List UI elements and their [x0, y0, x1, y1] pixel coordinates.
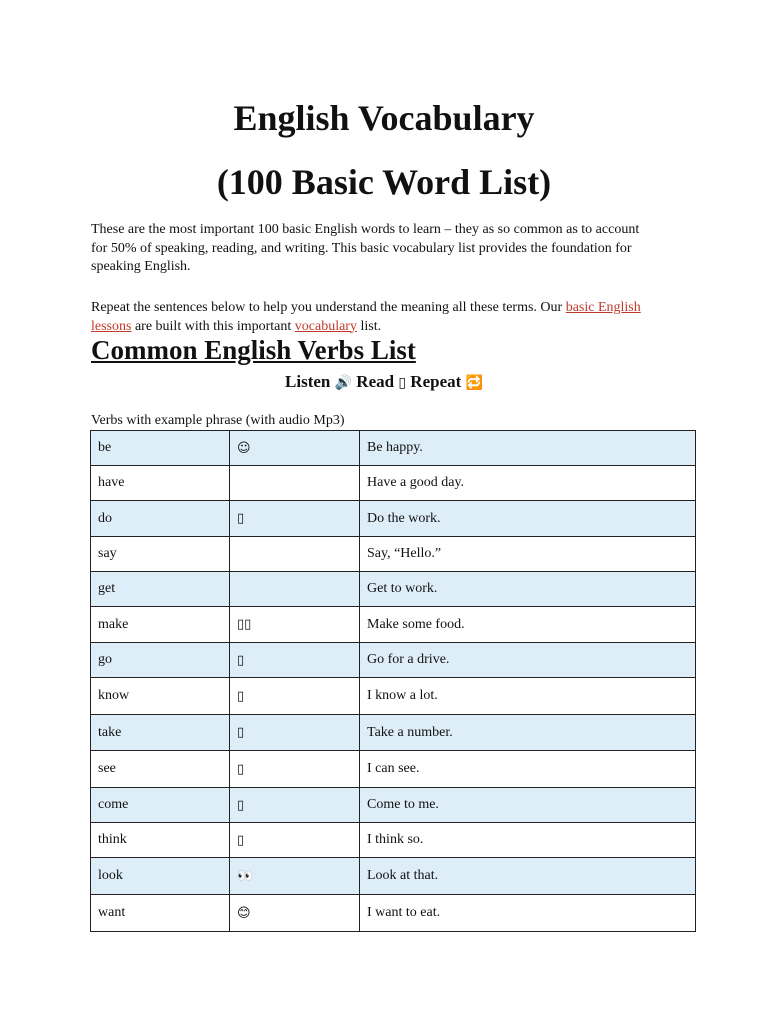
verb-emoji-icon: ▯ — [230, 788, 360, 823]
verb-word: get — [91, 572, 230, 607]
verb-example-phrase[interactable]: I think so. — [360, 823, 696, 858]
table-row — [91, 678, 696, 715]
verb-word: do — [91, 501, 230, 537]
repeat-text-middle: are built with this important — [131, 318, 295, 334]
table-row — [91, 823, 696, 858]
verb-emoji-icon — [230, 537, 360, 572]
verb-emoji-icon: ▯ — [230, 643, 360, 678]
table-row — [91, 895, 696, 932]
verb-example-phrase[interactable]: Take a number. — [360, 715, 696, 751]
verb-word: say — [91, 537, 230, 572]
verb-emoji-icon: 😊 — [230, 895, 360, 932]
verb-word: want — [91, 895, 230, 932]
table-row — [91, 715, 696, 751]
verb-emoji-icon: 👀 — [230, 858, 360, 895]
verbs-table — [90, 430, 696, 932]
verb-emoji-icon: ▯ — [230, 751, 360, 788]
verb-emoji-icon: ▯ — [230, 501, 360, 537]
table-row — [91, 751, 696, 788]
table-row — [91, 607, 696, 643]
verb-example-phrase[interactable]: Do the work. — [360, 501, 696, 537]
table-row — [91, 466, 696, 501]
verb-example-phrase[interactable]: Come to me. — [360, 788, 696, 823]
verb-emoji-icon: ▯▯ — [230, 607, 360, 643]
table-caption: Verbs with example phrase (with audio Mp3) — [91, 413, 345, 428]
verb-word: know — [91, 678, 230, 715]
verb-example-phrase[interactable]: Get to work. — [360, 572, 696, 607]
verb-word: come — [91, 788, 230, 823]
repeat-paragraph — [91, 299, 651, 336]
verb-emoji-icon: ☺ — [230, 431, 360, 466]
read-label: Read — [356, 372, 395, 391]
intro-paragraph: These are the most important 100 basic English words to learn – they as so common as to account for 50% of speaking, reading, and writing. This basic vocabulary list provides the foundation for speaking English. — [91, 222, 640, 274]
vocabulary-link[interactable]: vocabulary — [294, 318, 357, 334]
verb-example-phrase[interactable]: Have a good day. — [360, 466, 696, 501]
table-row — [91, 643, 696, 678]
speaker-icon[interactable]: 🔊 — [334, 375, 353, 391]
title-line-1: English Vocabulary — [233, 98, 535, 138]
table-row — [91, 537, 696, 572]
title-line-2: (100 Basic Word List) — [216, 162, 552, 202]
verb-emoji-icon: ▯ — [230, 715, 360, 751]
repeat-text-before: Repeat the sentences below to help you understand the meaning all these terms. Our — [91, 300, 566, 315]
verb-example-phrase[interactable]: I know a lot. — [360, 678, 696, 715]
table-row — [91, 788, 696, 823]
verb-word: take — [91, 715, 230, 751]
verb-emoji-icon — [230, 572, 360, 607]
verb-word: go — [91, 643, 230, 678]
verb-word: have — [91, 466, 230, 501]
verb-word: be — [91, 431, 230, 466]
listen-read-repeat — [0, 371, 768, 394]
repeat-text-after: list. — [356, 318, 382, 334]
verb-example-phrase[interactable]: I can see. — [360, 751, 696, 788]
verb-emoji-icon — [230, 466, 360, 501]
book-icon: ▯ — [398, 375, 407, 391]
verb-example-phrase[interactable]: I want to eat. — [360, 895, 696, 932]
basic-english-lessons-link[interactable]: basic English lessons — [91, 300, 641, 334]
verb-word: look — [91, 858, 230, 895]
repeat-label: Repeat — [410, 372, 462, 391]
verb-example-phrase[interactable]: Be happy. — [360, 431, 696, 466]
section-heading: Common English Verbs List — [91, 335, 416, 365]
table-row — [91, 858, 696, 895]
verb-emoji-icon: ▯ — [230, 823, 360, 858]
verb-example-phrase[interactable]: Say, “Hello.” — [360, 537, 696, 572]
repeat-icon[interactable]: 🔁 — [465, 375, 483, 391]
verb-word: make — [91, 607, 230, 643]
verb-example-phrase[interactable]: Go for a drive. — [360, 643, 696, 678]
listen-label: Listen — [285, 372, 331, 391]
table-row — [91, 572, 696, 607]
table-row — [91, 501, 696, 537]
verb-word: see — [91, 751, 230, 788]
verb-example-phrase[interactable]: Make some food. — [360, 607, 696, 643]
verb-example-phrase[interactable]: Look at that. — [360, 858, 696, 895]
verb-emoji-icon: ▯ — [230, 678, 360, 715]
table-row — [91, 431, 696, 466]
verb-word: think — [91, 823, 230, 858]
